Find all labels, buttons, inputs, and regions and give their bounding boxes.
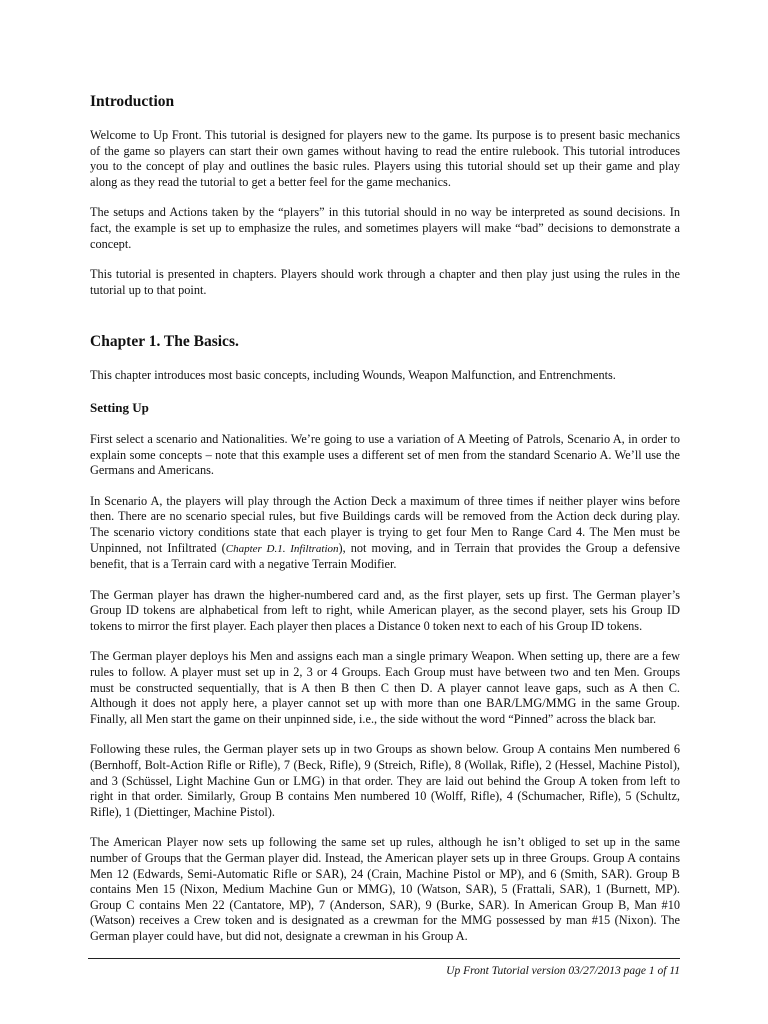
introduction-heading: Introduction	[90, 93, 175, 110]
setting-up-paragraph-4: The German player deploys his Men and assigns each man a single primary Weapon. When setting up, there are a few rules to follow. A player must set up in 2, 3 or 4 Groups. Each Group must have between two and ten Men. Groups must be constructed sequentially, that is A then B then C then D. A player cannot leave gaps, such as A then C. Although it does not apply here, a player cannot set up with more than one BAR/LMG/MMG in the same Group. Finally, all Men start the game on their unpinned side, i.e., the side without the word “Pinned” across the black bar.	[90, 649, 680, 726]
setting-up-paragraph-3: The German player has drawn the higher-numbered card and, as the first player, sets up first. The German player’s Group ID tokens are alphabetical from left to right, while American player, as the second player, sets his Group ID tokens to mirror the first player. Each player then places a Distance 0 token next to each of his Group ID tokens.	[90, 587, 680, 633]
page-footer: Up Front Tutorial version 03/27/2013 page 1 of 11	[446, 965, 680, 977]
intro-paragraph-2: The setups and Actions taken by the “players” in this tutorial should in no way be interpreted as sound decisions. In fact, the example is set up to emphasize the rules, and sometimes players will make “bad” decisions to demonstrate a concept.	[90, 205, 680, 251]
scenario-text-end: ), not moving, and in Terrain that provides the Group a defensive benefit, that is a Terrain card with a negative Terrain Modifier.	[90, 540, 680, 572]
rule-reference: Chapter D.1. Infiltration	[225, 542, 339, 555]
setting-up-heading: Setting Up	[90, 399, 149, 415]
intro-paragraph-1: Welcome to Up Front. This tutorial is designed for players new to the game. Its purpose is to present basic mechanics of the game so players can start their own games without having to read the entire rulebook. This tutorial introduces you to the concept of play and outlines the basic rules. Players using this tutorial should set up their game and play along as they read the tutorial to get a better feel for the game mechanics.	[90, 128, 680, 189]
intro-paragraph-3: This tutorial is presented in chapters. Players should work through a chapter and then play just using the rules in the tutorial up to that point.	[90, 267, 680, 297]
setting-up-paragraph-6: The American Player now sets up following the same set up rules, although he isn’t obliged to set up in the same number of Groups that the German player did. Instead, the American player sets up in three Groups. Group A contains Men 12 (Edwards, Semi-Automatic Rifle or SAR), 24 (Crain, Machine Pistol or MP), and 6 (Smith, SAR). Group B contains Men 15 (Nixon, Medium Machine Gun or MMG), 10 (Watson, SAR), 5 (Frattali, SAR), 1 (Burnett, MP). Group C contains Men 22 (Cantatore, MP), 7 (Anderson, SAR), 9 (Burke, SAR). In American Group B, Man #10 (Watson) receives a Crew token and is designated as a crewman for the MMG possessed by man #15 (Nixon). The German player could have, but did not, designate a crewman in his Group A.	[90, 835, 680, 943]
setting-up-paragraph-2	[90, 494, 680, 573]
footer-divider	[88, 958, 680, 959]
chapter-1-heading: Chapter 1. The Basics.	[90, 333, 239, 351]
document-page	[90, 92, 680, 945]
scenario-text-start: In Scenario A, the players will play through the Action Deck a maximum of three times if neither player wins before then. There are no scenario special rules, but five Buildings cards will be removed from the Action deck during play. The scenario victory conditions state that each player is trying to get four Men to Range Card 4. The Men must be Unpinned, not Infiltrated (	[90, 493, 680, 555]
setting-up-paragraph-1: First select a scenario and Nationalities. We’re going to use a variation of A Meeting of Patrols, Scenario A, in order to explain some concepts – note that this example uses a different set of men from the standard Scenario A. We’ll use the Germans and Americans.	[90, 431, 680, 478]
setting-up-paragraph-5: Following these rules, the German player sets up in two Groups as shown below. Group A contains Men numbered 6 (Bernhoff, Bolt-Action Rifle or Rifle), 7 (Beck, Rifle), 9 (Streich, Rifle), 8 (Wollak, Rifle), 2 (Hessel, Machine Pistol), and 3 (Schüssel, Light Machine Gun or LMG) in that order. They are laid out behind the Group A token from left to right in that order. Similarly, Group B contains Men numbered 10 (Wolff, Rifle), 4 (Schumacher, Rifle), 5 (Schultz, Rifle), 1 (Diettinger, Machine Pistol).	[90, 742, 680, 819]
chapter-1-intro-paragraph: This chapter introduces most basic concepts, including Wounds, Weapon Malfunction, and Entrenchments.	[90, 368, 616, 383]
